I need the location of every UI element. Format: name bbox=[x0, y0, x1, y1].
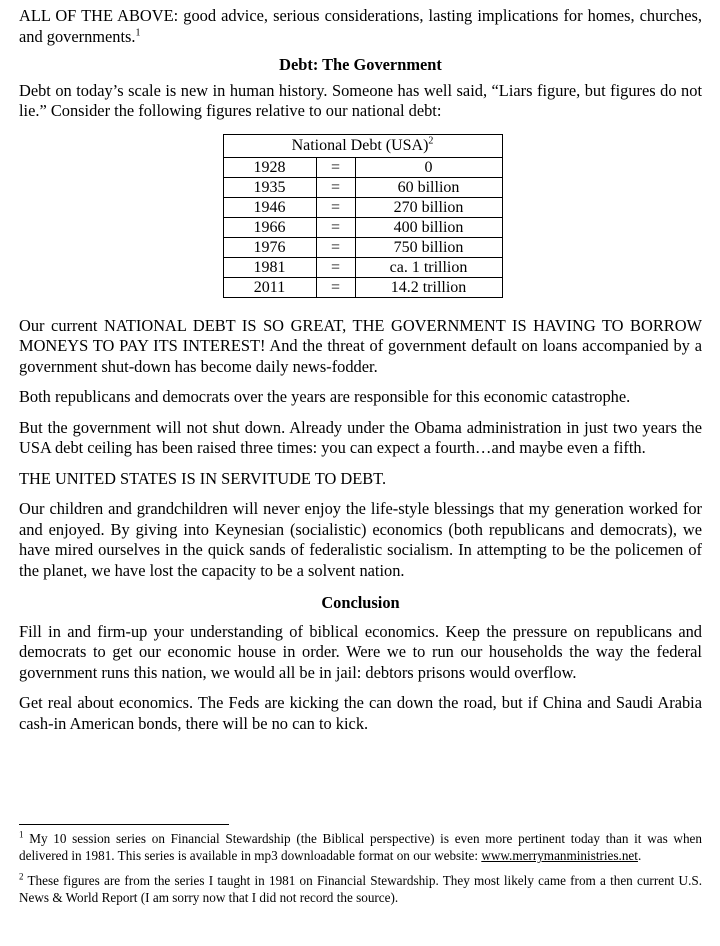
responsibility-paragraph: Both republicans and democrats over the years are responsible for this economic catastrophe. bbox=[19, 387, 631, 406]
year-cell: 1976 bbox=[223, 237, 316, 257]
equals-cell: = bbox=[316, 157, 355, 177]
year-cell: 1966 bbox=[223, 217, 316, 237]
amount-cell: 400 billion bbox=[355, 217, 502, 237]
footnote-1: $^1$ My 10 session series on Financial Stewardship (the Biblical perspective) is even more pertinent today than it was when delivered in 1981. This series is available in mp3 downloadable format on our website: www.merrymanministries.net. bbox=[19, 829, 702, 863]
debt-intro-paragraph: Debt on today’s scale is new in human history. Someone has well said, “Liars figure, but figures do not lie.” Consider the following figures relative to our national debt: bbox=[19, 80, 702, 120]
footnote-ref-1[interactable]: 1 bbox=[135, 27, 141, 39]
amount-cell: 0 bbox=[355, 157, 502, 177]
national-debt-paragraph: Our current NATIONAL DEBT IS SO GREAT, THE GOVERNMENT IS HAVING TO BORROW MONEYS TO PAY ITS INTEREST! And the threat of government default on loans accompanied by a government shut-down has become daily news-fodder. bbox=[19, 315, 702, 376]
amount-cell: 270 billion bbox=[355, 197, 502, 217]
national-debt-table bbox=[223, 134, 503, 298]
amount-cell: 60 billion bbox=[355, 177, 502, 197]
table-row bbox=[223, 157, 502, 177]
year-cell: 2011 bbox=[223, 277, 316, 297]
table-row bbox=[223, 177, 502, 197]
equals-cell: = bbox=[316, 177, 355, 197]
footnote-2: $^2$ These figures are from the series I taught in 1981 on Financial Stewardship. They most likely came from a then current U.S. News & World Report (I am sorry now that I did not record the source). bbox=[19, 871, 702, 905]
year-cell: 1946 bbox=[223, 197, 316, 217]
footnote-number: 1 bbox=[19, 829, 24, 840]
intro-text: ALL OF THE ABOVE: good advice, serious considerations, lasting implications for homes, churches, and governments. bbox=[19, 6, 702, 46]
footnote-divider bbox=[19, 824, 229, 825]
amount-cell: 750 billion bbox=[355, 237, 502, 257]
children-paragraph: Our children and grandchildren will never enjoy the life-style blessings that my generation worked for and enjoyed. By giving into Keynesian (socialistic) economics (both republicans and democrats), we have mired ourselves in the quick sands of federalistic socialism. In attempting to be the policemen of the planet, we have lost the capacity to be a solvent nation. bbox=[19, 499, 702, 580]
section-heading-debt: Debt: The Government bbox=[279, 55, 442, 74]
shutdown-paragraph: But the government will not shut down. Already under the Obama administration in just two years the USA debt ceiling has been raised three times: you can expect a fourth…and maybe even a fifth. bbox=[19, 417, 702, 457]
table-title: National Debt (USA)$^2$ bbox=[223, 134, 502, 157]
table-row bbox=[223, 257, 502, 277]
amount-cell: 14.2 trillion bbox=[355, 277, 502, 297]
section-heading-conclusion: Conclusion bbox=[321, 593, 400, 612]
footnotes bbox=[19, 830, 702, 906]
servitude-paragraph: THE UNITED STATES IS IN SERVITUDE TO DEBT. bbox=[19, 468, 387, 488]
equals-cell: = bbox=[316, 217, 355, 237]
conclusion-paragraph-2: Get real about economics. The Feds are kicking the can down the road, but if China and Saudi Arabia cash-in American bonds, there will be no can to kick. bbox=[19, 693, 702, 733]
table-row bbox=[223, 277, 502, 297]
footnote-ref-2[interactable]: 2 bbox=[428, 135, 434, 147]
equals-cell: = bbox=[316, 277, 355, 297]
footnote-number: 2 bbox=[19, 871, 24, 882]
equals-cell: = bbox=[316, 237, 355, 257]
website-link[interactable]: www.merrymanministries.net bbox=[481, 848, 638, 863]
equals-cell: = bbox=[316, 257, 355, 277]
conclusion-paragraph-1: Fill in and firm-up your understanding of biblical economics. Keep the pressure on republicans and democrats to get our economic house in order. Were we to run our households the way the federal government runs this nation, we would all be in jail: debtors prisons would overflow. bbox=[19, 621, 702, 682]
year-cell: 1981 bbox=[223, 257, 316, 277]
amount-cell: ca. 1 trillion bbox=[355, 257, 502, 277]
year-cell: 1928 bbox=[223, 157, 316, 177]
table-title-row bbox=[223, 134, 502, 157]
year-cell: 1935 bbox=[223, 177, 316, 197]
table-row bbox=[223, 197, 502, 217]
table-row bbox=[223, 237, 502, 257]
table-row bbox=[223, 217, 502, 237]
equals-cell: = bbox=[316, 197, 355, 217]
intro-paragraph bbox=[19, 6, 702, 47]
